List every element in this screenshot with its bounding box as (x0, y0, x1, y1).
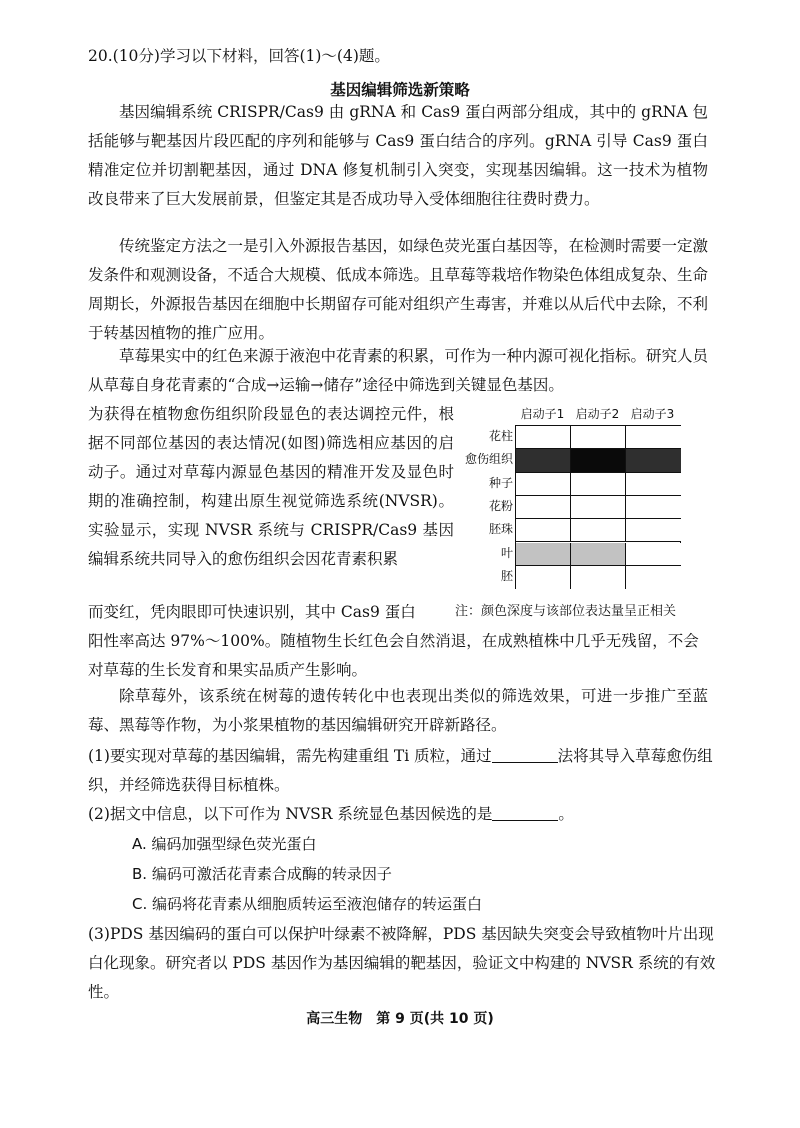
expression-cell (516, 543, 571, 566)
expression-cell (516, 566, 571, 589)
question-1-text-b: 法将其导入草莓愈伤组织，并经筛选获得目标植株。 (88, 747, 713, 794)
row-label: 花柱 (488, 429, 513, 443)
expression-cell (626, 496, 681, 519)
row-label: 种子 (488, 475, 513, 490)
option-b: B. 编码可激活花青素合成酶的转录因子 (132, 865, 392, 883)
question-2 (88, 800, 728, 829)
expression-cell (516, 473, 571, 496)
expression-cell (516, 449, 571, 472)
option-c: C. 编码将花青素从细胞质转运至液泡储存的转运蛋白 (132, 895, 483, 913)
expression-cell (571, 519, 626, 542)
question-header: 20.(10分)学习以下材料，回答(1)～(4)题。 (88, 47, 390, 65)
option-a: A. 编码加强型绿色荧光蛋白 (132, 835, 317, 853)
expression-cell (516, 426, 571, 449)
row-label: 花粉 (488, 498, 513, 513)
expression-cell (516, 519, 571, 542)
paragraph-4: 除草莓外，该系统在树莓的遗传转化中也表现出类似的筛选效果，可进一步推广至蓝莓、黑莓等作物，为小浆果植物的基因编辑研究开辟新路径。 (88, 687, 708, 734)
expression-cell (626, 473, 681, 496)
expression-cell (571, 496, 626, 519)
column-header: 启动子1 (520, 407, 565, 421)
answer-blank-1[interactable] (492, 746, 558, 763)
question-1-text-a: (1)要实现对草莓的基因编辑，需先构建重组 Ti 质粒，通过 (88, 747, 492, 765)
expression-cell (571, 426, 626, 449)
expression-cell (626, 449, 681, 472)
question-1 (88, 742, 728, 800)
expression-cell (571, 543, 626, 566)
column-header: 启动子3 (630, 407, 675, 421)
expression-cell (571, 449, 626, 472)
expression-cell (571, 473, 626, 496)
question-2-text: (2)据文中信息，以下可作为 NVSR 系统显色基因候选的是 (88, 805, 493, 823)
expression-cell (626, 566, 681, 589)
row-label: 叶 (500, 545, 513, 560)
paragraph-3-top: 草莓果实中的红色来源于液泡中花青素的积累，可作为一种内源可视化指标。研究人员从草莓自身花青素的“合成→运输→储存”途径中筛选到关键显色基因。 (88, 347, 709, 394)
expression-cell (626, 543, 681, 566)
page-footer: 高三生物 第 9 页(共 10 页) (306, 1011, 494, 1027)
row-label: 胚 (500, 568, 513, 583)
question-2-end: 。 (558, 805, 574, 823)
question-3: (3)PDS 基因编码的蛋白可以保护叶绿素不被降解，PDS 基因缺失突变会导致植物叶片出现白化现象。研究者以 PDS 基因作为基因编辑的靶基因，验证文中构建的 NVSR 系统的有效性。 (88, 925, 716, 1001)
article-title: 基因编辑筛选新策略 (330, 81, 470, 99)
paragraph-1: 基因编辑系统 CRISPR/Cas9 由 gRNA 和 Cas9 蛋白两部分组成，其中的 gRNA 包括能够与靶基因片段匹配的序列和能够与 Cas9 蛋白结合的序列。gRNA 引导 Cas9 蛋白精准定位并切割靶基因，通过 DNA 修复机制引入突变，实现基因编辑。这一技术为植物改良带来了巨大发展前景，但鉴定其是否成功导入受体细胞往往费时费力。 (88, 103, 708, 208)
paragraph-3-cont2: 阳性率高达 97%～100%。随植物生长红色会自然消退，在成熟植株中几乎无残留，不会对草莓的生长发育和果实品质产生影响。 (88, 632, 699, 679)
expression-grid (515, 425, 681, 589)
expression-cell (626, 426, 681, 449)
expression-cell (571, 566, 626, 589)
expression-cell (626, 519, 681, 542)
paragraph-2: 传统鉴定方法之一是引入外源报告基因，如绿色荧光蛋白基因等，在检测时需要一定激发条件和观测设备，不适合大规模、低成本筛选。且草莓等栽培作物染色体组成复杂、生命周期长，外源报告基因在细胞中长期留存可能对组织产生毒害，并难以从后代中去除，不利于转基因植物的推广应用。 (88, 237, 709, 342)
expression-cell (516, 496, 571, 519)
figure-note: 注：颜色深度与该部位表达量呈正相关 (455, 604, 677, 619)
column-header: 启动子2 (575, 407, 620, 421)
row-label: 愈伤组织 (464, 452, 513, 467)
figure-column-headers (515, 405, 695, 423)
promoter-expression-figure (455, 405, 695, 625)
paragraph-3-left: 为获得在植物愈伤组织阶段显色的表达调控元件，根据不同部位基因的表达情况(如图)筛选相应基因的启动子。通过对草莓内源显色基因的精准开发及显色时期的准确控制，构建出原生视觉筛选系统(NVSR)。实验显示，实现 NVSR 系统与 CRISPR/Cas9 基因编辑系统共同导入的愈伤组织会因花青素积累 (88, 405, 454, 568)
answer-blank-2[interactable] (492, 804, 558, 821)
paragraph-3-cont1: 而变红，凭肉眼即可快速识别，其中 Cas9 蛋白 (88, 603, 416, 621)
row-label: 胚珠 (488, 522, 513, 537)
